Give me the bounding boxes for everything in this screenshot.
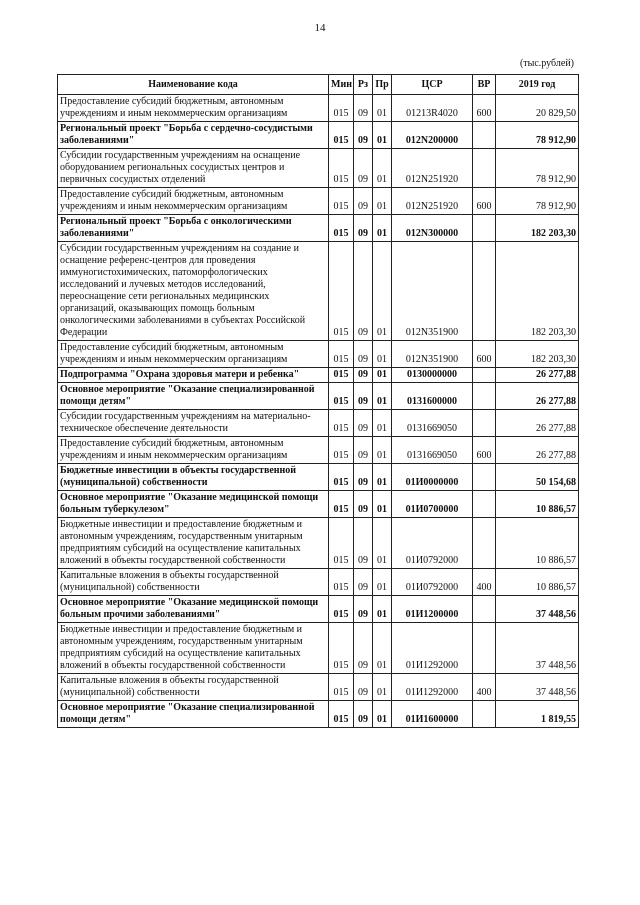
cell-rz: 09 xyxy=(354,368,373,383)
table-row xyxy=(58,464,579,491)
cell-csr: 012N200000 xyxy=(392,122,473,149)
cell-amount: 37 448,56 xyxy=(496,674,579,701)
table-row xyxy=(58,215,579,242)
table-row xyxy=(58,341,579,368)
cell-name: Субсидии государственным учреждениям на материально-техническое обеспечение деятельности xyxy=(58,410,329,437)
cell-name: Предоставление субсидий бюджетным, автономным учреждениям и иным некоммерческим организациям xyxy=(58,341,329,368)
cell-vr: 600 xyxy=(473,341,496,368)
cell-vr xyxy=(473,518,496,569)
cell-amount: 26 277,88 xyxy=(496,410,579,437)
cell-name: Субсидии государственным учреждениям на создание и оснащение референс-центров для проведения иммуногистохимических, патоморфологических исследований и лучевых методов исследований, переоснащение сети региональных медицинских организаций, оказывающих помощь больным онкологическими заболеваниями в субъектах Российской Федерации xyxy=(58,242,329,341)
cell-name: Региональный проект "Борьба с сердечно-сосудистыми заболеваниями" xyxy=(58,122,329,149)
cell-vr xyxy=(473,410,496,437)
cell-pr: 01 xyxy=(373,437,392,464)
cell-csr: 01И1200000 xyxy=(392,596,473,623)
cell-rz: 09 xyxy=(354,491,373,518)
budget-table xyxy=(57,74,579,728)
cell-min: 015 xyxy=(329,464,354,491)
cell-csr: 01И1292000 xyxy=(392,674,473,701)
cell-name: Предоставление субсидий бюджетным, автономным учреждениям и иным некоммерческим организациям xyxy=(58,95,329,122)
cell-csr: 012N251920 xyxy=(392,149,473,188)
cell-min: 015 xyxy=(329,242,354,341)
cell-vr xyxy=(473,215,496,242)
cell-pr: 01 xyxy=(373,518,392,569)
cell-rz: 09 xyxy=(354,674,373,701)
cell-pr: 01 xyxy=(373,383,392,410)
cell-min: 015 xyxy=(329,623,354,674)
cell-name: Предоставление субсидий бюджетным, автономным учреждениям и иным некоммерческим организациям xyxy=(58,188,329,215)
cell-pr: 01 xyxy=(373,188,392,215)
cell-vr xyxy=(473,623,496,674)
cell-rz: 09 xyxy=(354,410,373,437)
table-row xyxy=(58,437,579,464)
cell-rz: 09 xyxy=(354,518,373,569)
cell-rz: 09 xyxy=(354,383,373,410)
col-header-min: Мин xyxy=(329,75,354,95)
cell-min: 015 xyxy=(329,215,354,242)
cell-amount: 20 829,50 xyxy=(496,95,579,122)
cell-min: 015 xyxy=(329,149,354,188)
cell-csr: 012N351900 xyxy=(392,242,473,341)
cell-rz: 09 xyxy=(354,242,373,341)
table-row xyxy=(58,701,579,728)
cell-csr: 0130000000 xyxy=(392,368,473,383)
cell-vr xyxy=(473,368,496,383)
cell-vr: 600 xyxy=(473,95,496,122)
cell-amount: 78 912,90 xyxy=(496,122,579,149)
cell-name: Предоставление субсидий бюджетным, автономным учреждениям и иным некоммерческим организациям xyxy=(58,437,329,464)
cell-pr: 01 xyxy=(373,623,392,674)
cell-rz: 09 xyxy=(354,437,373,464)
cell-name: Подпрограмма "Охрана здоровья матери и ребенка" xyxy=(58,368,329,383)
cell-rz: 09 xyxy=(354,122,373,149)
cell-pr: 01 xyxy=(373,464,392,491)
table-row xyxy=(58,383,579,410)
cell-csr: 01И0700000 xyxy=(392,491,473,518)
cell-name: Бюджетные инвестиции и предоставление бюджетным и автономным учреждениям, государственным унитарным предприятиям субсидий на осуществление капитальных вложений в объекты государственной собственности xyxy=(58,623,329,674)
col-header-rz: Рз xyxy=(354,75,373,95)
cell-rz: 09 xyxy=(354,464,373,491)
cell-amount: 10 886,57 xyxy=(496,491,579,518)
cell-vr xyxy=(473,149,496,188)
table-row xyxy=(58,674,579,701)
cell-vr: 400 xyxy=(473,569,496,596)
cell-pr: 01 xyxy=(373,215,392,242)
cell-name: Региональный проект "Борьба с онкологическими заболеваниями" xyxy=(58,215,329,242)
cell-amount: 26 277,88 xyxy=(496,383,579,410)
cell-min: 015 xyxy=(329,383,354,410)
cell-amount: 50 154,68 xyxy=(496,464,579,491)
cell-pr: 01 xyxy=(373,701,392,728)
col-header-csr: ЦСР xyxy=(392,75,473,95)
cell-vr xyxy=(473,122,496,149)
col-header-year: 2019 год xyxy=(496,75,579,95)
cell-rz: 09 xyxy=(354,701,373,728)
cell-csr: 01И1600000 xyxy=(392,701,473,728)
cell-rz: 09 xyxy=(354,149,373,188)
cell-rz: 09 xyxy=(354,569,373,596)
cell-csr: 012N251920 xyxy=(392,188,473,215)
cell-min: 015 xyxy=(329,341,354,368)
page-number: 14 xyxy=(314,22,326,34)
cell-csr: 01И0000000 xyxy=(392,464,473,491)
cell-name: Основное мероприятие "Оказание медицинской помощи больным прочими заболеваниями" xyxy=(58,596,329,623)
cell-min: 015 xyxy=(329,410,354,437)
cell-min: 015 xyxy=(329,569,354,596)
col-header-name: Наименование кода xyxy=(58,75,329,95)
cell-pr: 01 xyxy=(373,149,392,188)
table-row xyxy=(58,188,579,215)
cell-min: 015 xyxy=(329,188,354,215)
cell-vr xyxy=(473,242,496,341)
cell-amount: 10 886,57 xyxy=(496,569,579,596)
cell-csr: 01И0792000 xyxy=(392,518,473,569)
cell-csr: 0131600000 xyxy=(392,383,473,410)
cell-name: Субсидии государственным учреждениям на оснащение оборудованием региональных сосудистых центров и первичных сосудистых отделений xyxy=(58,149,329,188)
cell-amount: 182 203,30 xyxy=(496,341,579,368)
cell-amount: 1 819,55 xyxy=(496,701,579,728)
cell-pr: 01 xyxy=(373,674,392,701)
cell-pr: 01 xyxy=(373,368,392,383)
cell-min: 015 xyxy=(329,596,354,623)
cell-min: 015 xyxy=(329,95,354,122)
table-row xyxy=(58,149,579,188)
cell-name: Капитальные вложения в объекты государственной (муниципальной) собственности xyxy=(58,569,329,596)
cell-min: 015 xyxy=(329,518,354,569)
cell-pr: 01 xyxy=(373,95,392,122)
cell-csr: 01И0792000 xyxy=(392,569,473,596)
table-row xyxy=(58,242,579,341)
cell-vr: 600 xyxy=(473,188,496,215)
cell-pr: 01 xyxy=(373,122,392,149)
cell-min: 015 xyxy=(329,368,354,383)
cell-csr: 012N300000 xyxy=(392,215,473,242)
table-row xyxy=(58,518,579,569)
table-row xyxy=(58,368,579,383)
table-row xyxy=(58,95,579,122)
col-header-vr: ВР xyxy=(473,75,496,95)
cell-min: 015 xyxy=(329,437,354,464)
cell-vr xyxy=(473,383,496,410)
table-row xyxy=(58,623,579,674)
cell-rz: 09 xyxy=(354,341,373,368)
cell-vr: 600 xyxy=(473,437,496,464)
cell-name: Основное мероприятие "Оказание специализированной помощи детям" xyxy=(58,701,329,728)
cell-rz: 09 xyxy=(354,95,373,122)
cell-amount: 182 203,30 xyxy=(496,215,579,242)
table-header-row xyxy=(58,75,579,95)
cell-csr: 01213R4020 xyxy=(392,95,473,122)
cell-rz: 09 xyxy=(354,596,373,623)
cell-csr: 01И1292000 xyxy=(392,623,473,674)
table-row xyxy=(58,569,579,596)
cell-csr: 012N351900 xyxy=(392,341,473,368)
cell-amount: 37 448,56 xyxy=(496,623,579,674)
cell-amount: 26 277,88 xyxy=(496,368,579,383)
cell-pr: 01 xyxy=(373,491,392,518)
cell-name: Капитальные вложения в объекты государственной (муниципальной) собственности xyxy=(58,674,329,701)
cell-min: 015 xyxy=(329,122,354,149)
cell-amount: 37 448,56 xyxy=(496,596,579,623)
cell-min: 015 xyxy=(329,701,354,728)
cell-min: 015 xyxy=(329,491,354,518)
table-body xyxy=(58,95,579,728)
cell-name: Основное мероприятие "Оказание медицинской помощи больным туберкулезом" xyxy=(58,491,329,518)
cell-amount: 78 912,90 xyxy=(496,188,579,215)
cell-amount: 182 203,30 xyxy=(496,242,579,341)
table-row xyxy=(58,596,579,623)
cell-pr: 01 xyxy=(373,242,392,341)
table-row xyxy=(58,122,579,149)
cell-name: Бюджетные инвестиции в объекты государственной (муниципальной) собственности xyxy=(58,464,329,491)
col-header-pr: Пр xyxy=(373,75,392,95)
cell-rz: 09 xyxy=(354,188,373,215)
cell-rz: 09 xyxy=(354,623,373,674)
cell-csr: 0131669050 xyxy=(392,410,473,437)
cell-name: Бюджетные инвестиции и предоставление бюджетным и автономным учреждениям, государственным унитарным предприятиям субсидий на осуществление капитальных вложений в объекты государственной собственности xyxy=(58,518,329,569)
cell-name: Основное мероприятие "Оказание специализированной помощи детям" xyxy=(58,383,329,410)
cell-rz: 09 xyxy=(354,215,373,242)
cell-vr: 400 xyxy=(473,674,496,701)
table-row xyxy=(58,410,579,437)
cell-vr xyxy=(473,491,496,518)
cell-csr: 0131669050 xyxy=(392,437,473,464)
cell-amount: 78 912,90 xyxy=(496,149,579,188)
cell-pr: 01 xyxy=(373,569,392,596)
cell-vr xyxy=(473,464,496,491)
cell-vr xyxy=(473,701,496,728)
cell-vr xyxy=(473,596,496,623)
units-label: (тыс.рублей) xyxy=(519,58,574,69)
cell-pr: 01 xyxy=(373,596,392,623)
cell-amount: 26 277,88 xyxy=(496,437,579,464)
cell-min: 015 xyxy=(329,674,354,701)
cell-pr: 01 xyxy=(373,410,392,437)
cell-pr: 01 xyxy=(373,341,392,368)
cell-amount: 10 886,57 xyxy=(496,518,579,569)
table-row xyxy=(58,491,579,518)
